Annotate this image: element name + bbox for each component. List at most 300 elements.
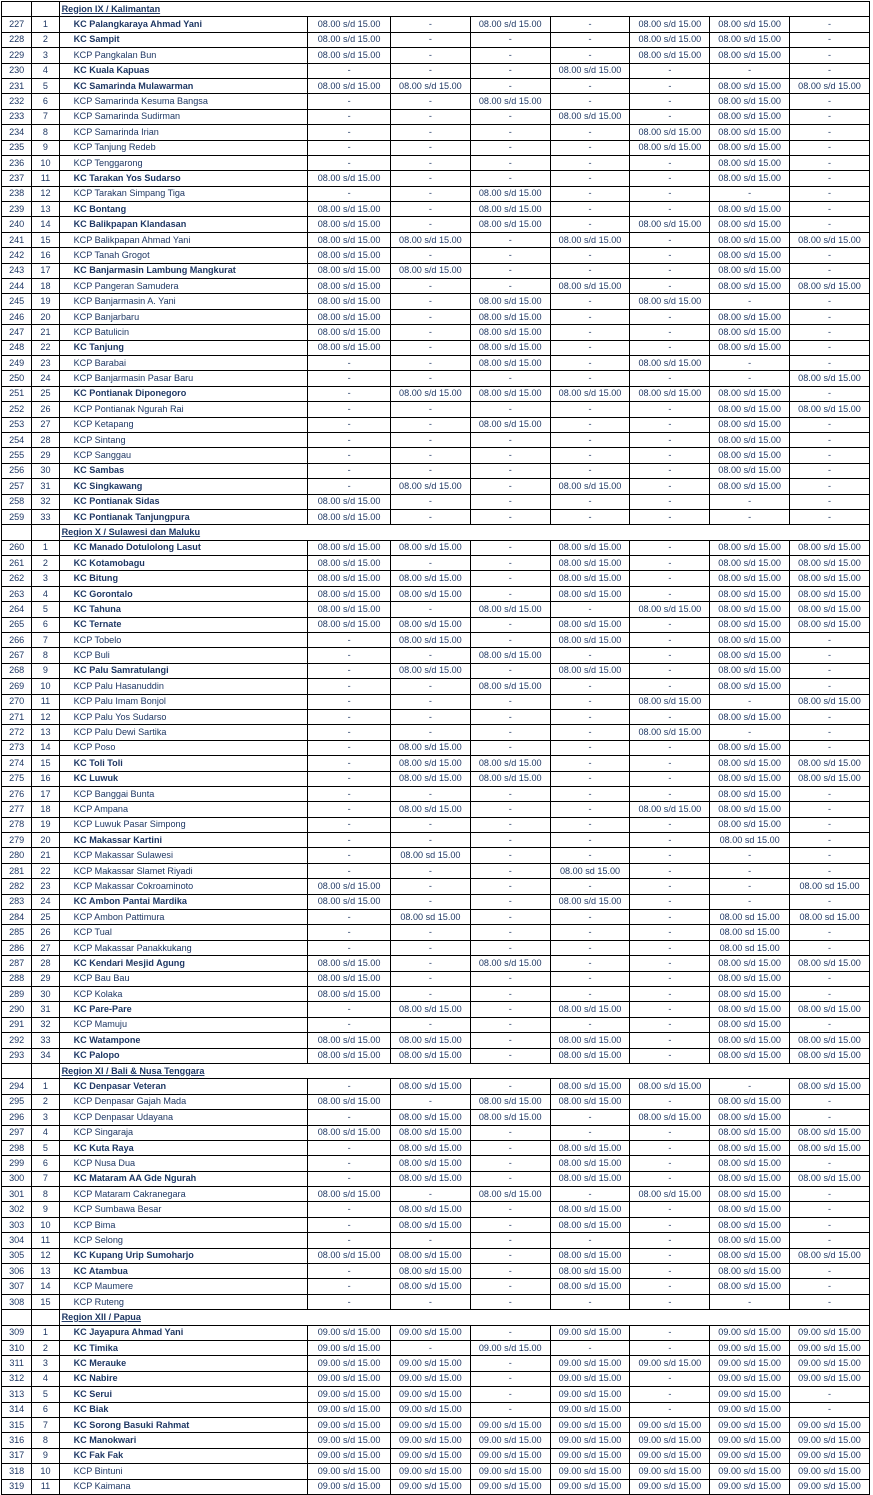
schedule-cell: 08.00 s/d 15.00 [710, 987, 790, 1002]
schedule-cell: - [470, 279, 550, 294]
schedule-cell: - [630, 509, 710, 524]
schedule-cell: - [790, 971, 870, 986]
schedule-cell: - [630, 279, 710, 294]
schedule-cell: 08.00 s/d 15.00 [308, 217, 391, 232]
schedule-cell: - [790, 1217, 870, 1232]
table-row [2, 232, 870, 247]
schedule-cell: - [790, 925, 870, 940]
branch-name: KCP Makassar Sulawesi [59, 848, 308, 863]
schedule-cell: 08.00 s/d 15.00 [391, 802, 471, 817]
schedule-cell: - [550, 417, 630, 432]
region-title: Region X / Sulawesi dan Maluku [59, 525, 869, 540]
schedule-cell: - [391, 294, 471, 309]
schedule-cell: - [470, 848, 550, 863]
region-sequence: 14 [32, 1279, 59, 1294]
schedule-cell: - [630, 586, 710, 601]
schedule-cell: - [391, 1017, 471, 1032]
region-sequence: 10 [32, 1217, 59, 1232]
schedule-cell: 09.00 s/d 15.00 [790, 1433, 870, 1448]
schedule-cell: 08.00 s/d 15.00 [308, 509, 391, 524]
schedule-cell: - [391, 1094, 471, 1109]
schedule-cell: - [391, 679, 471, 694]
schedule-cell: - [308, 771, 391, 786]
region-sequence: 17 [32, 263, 59, 278]
row-number: 297 [2, 1125, 32, 1140]
schedule-cell: 08.00 s/d 15.00 [710, 217, 790, 232]
region-sequence: 7 [32, 633, 59, 648]
schedule-cell: 08.00 s/d 15.00 [710, 1156, 790, 1171]
schedule-cell: 09.00 s/d 15.00 [470, 1340, 550, 1355]
schedule-cell: - [470, 786, 550, 801]
schedule-cell: 08.00 s/d 15.00 [710, 1140, 790, 1155]
schedule-cell: - [308, 94, 391, 109]
schedule-cell: 08.00 s/d 15.00 [630, 386, 710, 401]
schedule-cell: 08.00 s/d 15.00 [710, 171, 790, 186]
schedule-cell: 08.00 s/d 15.00 [630, 602, 710, 617]
schedule-cell: - [630, 771, 710, 786]
schedule-cell: 08.00 s/d 15.00 [550, 1264, 630, 1279]
row-number: 316 [2, 1433, 32, 1448]
schedule-cell: - [470, 155, 550, 170]
table-row [2, 1279, 870, 1294]
schedule-cell: 09.00 s/d 15.00 [710, 1417, 790, 1432]
schedule-cell: 09.00 s/d 15.00 [470, 1433, 550, 1448]
region-sequence: 6 [32, 1156, 59, 1171]
schedule-cell: 08.00 s/d 15.00 [710, 432, 790, 447]
schedule-cell: - [308, 833, 391, 848]
schedule-cell: - [391, 879, 471, 894]
schedule-cell: - [630, 1217, 710, 1232]
schedule-cell: 08.00 s/d 15.00 [550, 1033, 630, 1048]
schedule-cell: 09.00 s/d 15.00 [391, 1356, 471, 1371]
schedule-cell: 08.00 s/d 15.00 [391, 1248, 471, 1263]
schedule-cell: - [470, 1248, 550, 1263]
row-number: 256 [2, 463, 32, 478]
table-row [2, 709, 870, 724]
schedule-cell: - [308, 1140, 391, 1155]
schedule-cell: - [550, 925, 630, 940]
schedule-cell: - [470, 371, 550, 386]
branch-name: KCP Palu Dewi Sartika [59, 725, 308, 740]
row-number: 299 [2, 1156, 32, 1171]
schedule-cell: - [630, 1294, 710, 1309]
schedule-cell: - [550, 602, 630, 617]
region-sequence: 5 [32, 78, 59, 93]
branch-name: KC Singkawang [59, 479, 308, 494]
schedule-cell: - [391, 371, 471, 386]
schedule-cell: - [790, 509, 870, 524]
schedule-cell: - [470, 709, 550, 724]
table-row [2, 494, 870, 509]
schedule-cell: - [470, 479, 550, 494]
row-number: 293 [2, 1048, 32, 1063]
schedule-cell: 08.00 s/d 15.00 [470, 679, 550, 694]
schedule-cell: 08.00 s/d 15.00 [710, 309, 790, 324]
schedule-cell: 08.00 s/d 15.00 [550, 617, 630, 632]
branch-name: KCP Mamuju [59, 1017, 308, 1032]
branch-name: KCP Makassar Panakkukang [59, 940, 308, 955]
schedule-cell: - [391, 556, 471, 571]
schedule-cell: 08.00 s/d 15.00 [790, 78, 870, 93]
branch-name: KC Gorontalo [59, 586, 308, 601]
row-number: 314 [2, 1402, 32, 1417]
schedule-cell: 08.00 s/d 15.00 [630, 1187, 710, 1202]
region-sequence: 15 [32, 1294, 59, 1309]
schedule-cell: 09.00 s/d 15.00 [308, 1402, 391, 1417]
schedule-cell: - [550, 371, 630, 386]
schedule-cell: 09.00 s/d 15.00 [550, 1402, 630, 1417]
schedule-cell: 08.00 s/d 15.00 [391, 571, 471, 586]
region-sequence: 9 [32, 1448, 59, 1463]
row-number: 245 [2, 294, 32, 309]
table-row [2, 771, 870, 786]
row-number: 291 [2, 1017, 32, 1032]
region-sequence: 23 [32, 355, 59, 370]
schedule-cell: - [391, 340, 471, 355]
region-sequence: 8 [32, 648, 59, 663]
schedule-cell: - [630, 894, 710, 909]
schedule-cell: - [391, 817, 471, 832]
row-number: 307 [2, 1279, 32, 1294]
table-row [2, 402, 870, 417]
schedule-cell: - [391, 833, 471, 848]
schedule-cell: - [391, 217, 471, 232]
schedule-cell: 09.00 s/d 15.00 [470, 1479, 550, 1494]
schedule-cell: 08.00 s/d 15.00 [308, 971, 391, 986]
schedule-cell: - [391, 463, 471, 478]
schedule-cell: - [630, 910, 710, 925]
schedule-cell: 08.00 s/d 15.00 [308, 78, 391, 93]
table-row [2, 971, 870, 986]
schedule-cell: - [391, 1340, 471, 1355]
schedule-cell: 08.00 s/d 15.00 [391, 1171, 471, 1186]
schedule-cell: 08.00 s/d 15.00 [470, 186, 550, 201]
schedule-cell: - [470, 1017, 550, 1032]
table-row [2, 371, 870, 386]
table-row [2, 294, 870, 309]
schedule-cell: 08.00 s/d 15.00 [308, 540, 391, 555]
schedule-cell: - [470, 971, 550, 986]
schedule-cell: - [470, 1125, 550, 1140]
branch-name: KCP Bima [59, 1217, 308, 1232]
schedule-cell: - [630, 340, 710, 355]
region-sequence: 5 [32, 1140, 59, 1155]
schedule-cell: - [391, 417, 471, 432]
table-row [2, 32, 870, 47]
region-sequence: 11 [32, 171, 59, 186]
schedule-cell: 08.00 s/d 15.00 [391, 232, 471, 247]
region-sequence: 28 [32, 956, 59, 971]
branch-name: KC Luwuk [59, 771, 308, 786]
schedule-cell: - [630, 325, 710, 340]
branch-name: KC Sampit [59, 32, 308, 47]
schedule-cell: 08.00 s/d 15.00 [391, 1033, 471, 1048]
schedule-cell: - [308, 186, 391, 201]
schedule-cell: - [470, 109, 550, 124]
schedule-cell: - [630, 663, 710, 678]
schedule-cell: 08.00 s/d 15.00 [308, 956, 391, 971]
schedule-cell: 08.00 s/d 15.00 [308, 202, 391, 217]
schedule-cell: - [391, 125, 471, 140]
branch-name: KCP Sintang [59, 432, 308, 447]
branch-name: KCP Kaimana [59, 1479, 308, 1494]
schedule-cell: - [308, 925, 391, 940]
schedule-cell: 08.00 s/d 15.00 [790, 602, 870, 617]
schedule-cell: - [391, 971, 471, 986]
region-sequence: 19 [32, 294, 59, 309]
region-sequence: 11 [32, 1479, 59, 1494]
schedule-cell: - [790, 463, 870, 478]
schedule-cell: - [630, 63, 710, 78]
region-sequence: 16 [32, 248, 59, 263]
schedule-cell: - [710, 186, 790, 201]
schedule-cell: - [790, 94, 870, 109]
schedule-cell: - [470, 940, 550, 955]
schedule-cell: - [630, 540, 710, 555]
schedule-cell: - [391, 940, 471, 955]
row-number: 303 [2, 1217, 32, 1232]
schedule-cell: 08.00 s/d 15.00 [308, 171, 391, 186]
schedule-cell: 08.00 s/d 15.00 [710, 417, 790, 432]
schedule-cell: - [790, 987, 870, 1002]
schedule-cell: - [308, 63, 391, 78]
schedule-cell: - [550, 740, 630, 755]
schedule-cell: 08.00 s/d 15.00 [470, 956, 550, 971]
table-row [2, 248, 870, 263]
branch-name: KCP Batulicin [59, 325, 308, 340]
schedule-cell: - [550, 494, 630, 509]
schedule-cell: - [550, 725, 630, 740]
region-header-row [2, 2, 870, 17]
schedule-cell: 08.00 s/d 15.00 [470, 217, 550, 232]
table-row [2, 94, 870, 109]
schedule-cell: - [630, 1094, 710, 1109]
branch-name: KCP Buli [59, 648, 308, 663]
schedule-cell: - [630, 1140, 710, 1155]
row-number: 243 [2, 263, 32, 278]
table-row [2, 17, 870, 32]
schedule-cell: 08.00 s/d 15.00 [710, 740, 790, 755]
schedule-cell: - [550, 202, 630, 217]
schedule-cell: 08.00 s/d 15.00 [550, 63, 630, 78]
schedule-cell: 08.00 sd 15.00 [710, 940, 790, 955]
schedule-cell: 08.00 s/d 15.00 [710, 956, 790, 971]
schedule-cell: - [308, 1279, 391, 1294]
schedule-cell: - [790, 494, 870, 509]
branch-name: KC Tarakan Yos Sudarso [59, 171, 308, 186]
schedule-cell: - [470, 1233, 550, 1248]
schedule-cell: 08.00 s/d 15.00 [790, 556, 870, 571]
schedule-cell: - [550, 956, 630, 971]
schedule-cell: - [391, 956, 471, 971]
schedule-cell: - [710, 355, 790, 370]
region-title: Region IX / Kalimantan [59, 2, 869, 17]
schedule-cell: 08.00 s/d 15.00 [308, 325, 391, 340]
table-row [2, 1217, 870, 1232]
schedule-cell: - [630, 248, 710, 263]
schedule-cell: - [790, 17, 870, 32]
table-row [2, 987, 870, 1002]
table-row [2, 848, 870, 863]
region-sequence: 22 [32, 340, 59, 355]
schedule-cell: - [790, 709, 870, 724]
schedule-cell: - [790, 340, 870, 355]
schedule-cell: - [308, 740, 391, 755]
branch-name: KCP Tanjung Redeb [59, 140, 308, 155]
region-sequence: 1 [32, 1325, 59, 1340]
schedule-cell: - [470, 663, 550, 678]
schedule-cell: - [630, 633, 710, 648]
schedule-cell: - [630, 479, 710, 494]
row-number: 254 [2, 432, 32, 447]
schedule-cell: - [550, 171, 630, 186]
schedule-cell: 08.00 s/d 15.00 [790, 1079, 870, 1094]
schedule-cell: - [391, 494, 471, 509]
schedule-cell: 08.00 s/d 15.00 [308, 1125, 391, 1140]
schedule-cell: - [391, 355, 471, 370]
schedule-cell: - [630, 709, 710, 724]
branch-name: KCP Palu Yos Sudarso [59, 709, 308, 724]
schedule-cell: 08.00 s/d 15.00 [550, 232, 630, 247]
schedule-cell: 08.00 s/d 15.00 [391, 1279, 471, 1294]
row-number: 249 [2, 355, 32, 370]
schedule-cell: 08.00 s/d 15.00 [308, 1033, 391, 1048]
row-number: 302 [2, 1202, 32, 1217]
row-number: 251 [2, 386, 32, 401]
table-row [2, 279, 870, 294]
schedule-cell: - [550, 248, 630, 263]
row-number: 283 [2, 894, 32, 909]
schedule-cell: - [790, 1110, 870, 1125]
branch-name: KC Mataram AA Gde Ngurah [59, 1171, 308, 1186]
branch-name: KC Manokwari [59, 1433, 308, 1448]
row-number: 289 [2, 987, 32, 1002]
region-sequence: 27 [32, 417, 59, 432]
schedule-cell: - [790, 202, 870, 217]
schedule-cell: 09.00 s/d 15.00 [470, 1417, 550, 1432]
schedule-cell: 09.00 s/d 15.00 [790, 1371, 870, 1386]
schedule-cell: 08.00 s/d 15.00 [710, 479, 790, 494]
schedule-cell: - [550, 817, 630, 832]
schedule-cell: - [630, 263, 710, 278]
schedule-cell: - [308, 694, 391, 709]
schedule-cell: 08.00 s/d 15.00 [710, 48, 790, 63]
schedule-cell: - [550, 679, 630, 694]
schedule-cell: - [470, 586, 550, 601]
branch-name: KCP Poso [59, 740, 308, 755]
schedule-cell: - [470, 1079, 550, 1094]
schedule-cell: - [550, 94, 630, 109]
schedule-cell: 09.00 s/d 15.00 [630, 1417, 710, 1432]
schedule-cell: - [470, 617, 550, 632]
schedule-cell: - [308, 786, 391, 801]
region-sequence: 29 [32, 971, 59, 986]
schedule-cell: - [630, 94, 710, 109]
table-row [2, 648, 870, 663]
schedule-cell: 08.00 s/d 15.00 [308, 602, 391, 617]
branch-name: KC Bontang [59, 202, 308, 217]
schedule-cell: 08.00 s/d 15.00 [710, 1171, 790, 1186]
schedule-cell: 08.00 s/d 15.00 [470, 602, 550, 617]
schedule-cell: - [630, 109, 710, 124]
region-sequence: 26 [32, 402, 59, 417]
schedule-cell: 09.00 s/d 15.00 [630, 1479, 710, 1494]
branch-name: KC Bitung [59, 571, 308, 586]
table-row [2, 894, 870, 909]
region-sequence: 3 [32, 1356, 59, 1371]
schedule-cell: 08.00 s/d 15.00 [550, 1156, 630, 1171]
schedule-cell: - [550, 155, 630, 170]
schedule-cell: - [470, 1294, 550, 1309]
schedule-cell: 08.00 s/d 15.00 [710, 802, 790, 817]
schedule-cell: 08.00 s/d 15.00 [550, 556, 630, 571]
table-row [2, 417, 870, 432]
schedule-cell: - [470, 740, 550, 755]
schedule-cell: 09.00 s/d 15.00 [790, 1448, 870, 1463]
schedule-cell: - [308, 1156, 391, 1171]
table-row [2, 571, 870, 586]
schedule-cell: 08.00 s/d 15.00 [710, 709, 790, 724]
schedule-cell: 09.00 s/d 15.00 [308, 1340, 391, 1355]
schedule-cell: - [470, 78, 550, 93]
schedule-cell: 08.00 s/d 15.00 [470, 1110, 550, 1125]
branch-name: KCP Makassar Slamet Riyadi [59, 863, 308, 878]
table-row [2, 325, 870, 340]
schedule-cell: 08.00 s/d 15.00 [790, 279, 870, 294]
schedule-cell: - [470, 171, 550, 186]
schedule-cell: 08.00 s/d 15.00 [630, 294, 710, 309]
schedule-cell: 08.00 s/d 15.00 [391, 1156, 471, 1171]
schedule-cell: - [470, 494, 550, 509]
schedule-cell: 08.00 s/d 15.00 [550, 1171, 630, 1186]
region-sequence: 30 [32, 987, 59, 1002]
branch-name: KC Merauke [59, 1356, 308, 1371]
schedule-cell: 09.00 s/d 15.00 [790, 1356, 870, 1371]
table-row [2, 879, 870, 894]
schedule-cell: 08.00 s/d 15.00 [710, 155, 790, 170]
schedule-cell: - [550, 971, 630, 986]
table-row [2, 171, 870, 186]
row-number: 264 [2, 602, 32, 617]
schedule-cell: 08.00 s/d 15.00 [790, 694, 870, 709]
schedule-cell: - [308, 940, 391, 955]
schedule-cell: 09.00 s/d 15.00 [308, 1356, 391, 1371]
schedule-cell: 08.00 s/d 15.00 [391, 263, 471, 278]
schedule-cell: - [630, 863, 710, 878]
row-number: 240 [2, 217, 32, 232]
schedule-cell: - [470, 1048, 550, 1063]
region-sequence: 3 [32, 1110, 59, 1125]
branch-name: KCP Samarinda Irian [59, 125, 308, 140]
schedule-cell: 08.00 s/d 15.00 [470, 355, 550, 370]
branch-name: KC Toli Toli [59, 756, 308, 771]
schedule-cell: 08.00 s/d 15.00 [470, 17, 550, 32]
table-row [2, 802, 870, 817]
branch-name: KC Watampone [59, 1033, 308, 1048]
schedule-cell: - [790, 32, 870, 47]
schedule-cell: 09.00 s/d 15.00 [391, 1433, 471, 1448]
branch-name: KCP Denpasar Gajah Mada [59, 1094, 308, 1109]
schedule-cell: 08.00 s/d 15.00 [790, 617, 870, 632]
region-header-empty-cell [2, 525, 32, 540]
schedule-cell: - [550, 140, 630, 155]
table-row [2, 1110, 870, 1125]
schedule-cell: - [550, 294, 630, 309]
schedule-cell: 08.00 s/d 15.00 [710, 1202, 790, 1217]
schedule-cell: - [550, 1125, 630, 1140]
schedule-cell: 08.00 s/d 15.00 [550, 479, 630, 494]
schedule-cell: - [790, 817, 870, 832]
